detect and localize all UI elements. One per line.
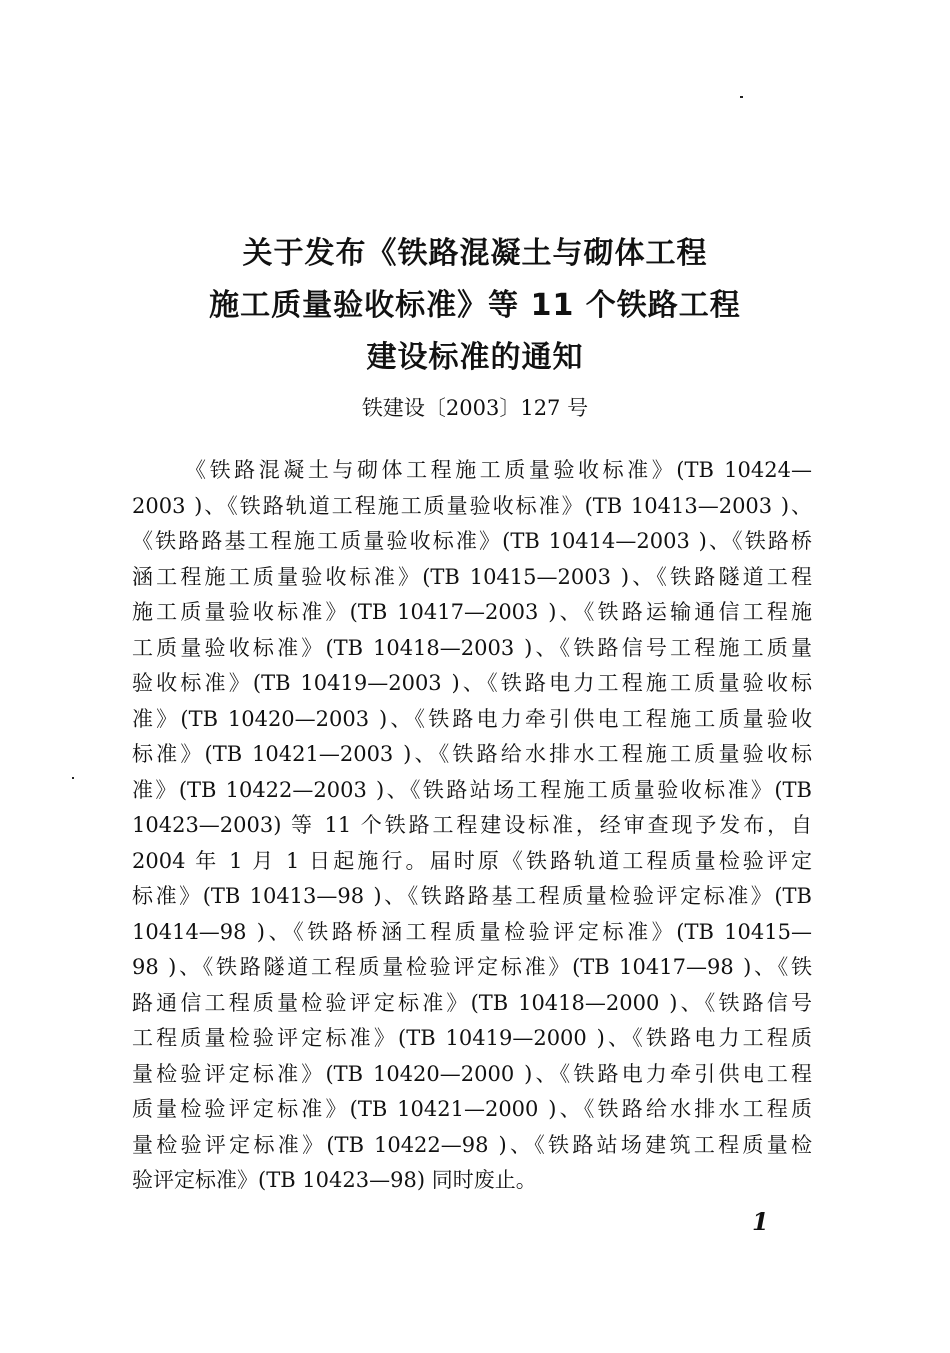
body-line: 质量检验评定标准》(TB 10421—2000 )、《铁路给水排水工程质: [132, 1097, 812, 1121]
body-line: 2003 )、《铁路轨道工程施工质量验收标准》(TB 10413—2003 )、: [132, 493, 812, 518]
body-line: 施工质量验收标准》(TB 10417—2003 )、《铁路运输通信工程施: [132, 600, 812, 624]
body-line: 《铁路路基工程施工质量验收标准》(TB 10414—2003 )、《铁路桥: [132, 529, 812, 553]
body-line: 2004 年 1 月 1 日起施行。届时原《铁路轨道工程质量检验评定: [132, 848, 812, 873]
page-number: 1: [752, 1207, 769, 1236]
body-line: 工程质量检验评定标准》(TB 10419—2000 )、《铁路电力工程质: [132, 1026, 812, 1050]
title-line: 建设标准的通知: [366, 340, 584, 375]
title-line: 关于发布《铁路混凝土与砌体工程: [242, 236, 708, 271]
body-line: 准》(TB 10422—2003 )、《铁路站场工程施工质量验收标准》(TB: [132, 777, 812, 802]
body-line: 验收标准》(TB 10419—2003 )、《铁路电力工程施工质量验收标: [132, 671, 812, 695]
scan-speck: [72, 777, 74, 779]
body-line: 10414—98 )、《铁路桥涵工程质量检验评定标准》(TB 10415—: [132, 919, 812, 944]
body-line: 路通信工程质量检验评定标准》(TB 10418—2000 )、《铁路信号: [132, 990, 812, 1015]
body-line: 量检验评定标准》(TB 10420—2000 )、《铁路电力牵引供电工程: [132, 1061, 812, 1086]
body-line: 准》(TB 10420—2003 )、《铁路电力牵引供电工程施工质量验收: [132, 706, 812, 731]
page-title: [0, 228, 950, 384]
body-paragraph: [132, 453, 812, 1199]
body-line: 涵工程施工质量验收标准》(TB 10415—2003 )、《铁路隧道工程: [132, 564, 812, 589]
body-line: 标准》(TB 10413—98 )、《铁路路基工程质量检验评定标准》(TB: [132, 884, 812, 908]
title-line: 施工质量验收标准》等 11 个铁路工程: [209, 288, 741, 323]
body-line: 标准》(TB 10421—2003 )、《铁路给水排水工程施工质量验收标: [132, 742, 812, 766]
body-line: 98 )、《铁路隧道工程质量检验评定标准》(TB 10417—98 )、《铁: [132, 955, 812, 979]
body-line: 《铁路混凝土与砌体工程施工质量验收标准》(TB 10424—: [185, 458, 812, 482]
body-line: 工质量验收标准》(TB 10418—2003 )、《铁路信号工程施工质量: [132, 635, 812, 660]
body-line: 量检验评定标准》(TB 10422—98 )、《铁路站场建筑工程质量检: [132, 1132, 812, 1157]
body-line: 10423—2003) 等 11 个铁路工程建设标准，经审查现予发布，自: [132, 813, 812, 837]
scan-speck: [740, 96, 743, 98]
body-line: 验评定标准》(TB 10423—98) 同时废止。: [132, 1168, 537, 1192]
document-number: 铁建设〔2003〕127 号: [361, 396, 589, 420]
